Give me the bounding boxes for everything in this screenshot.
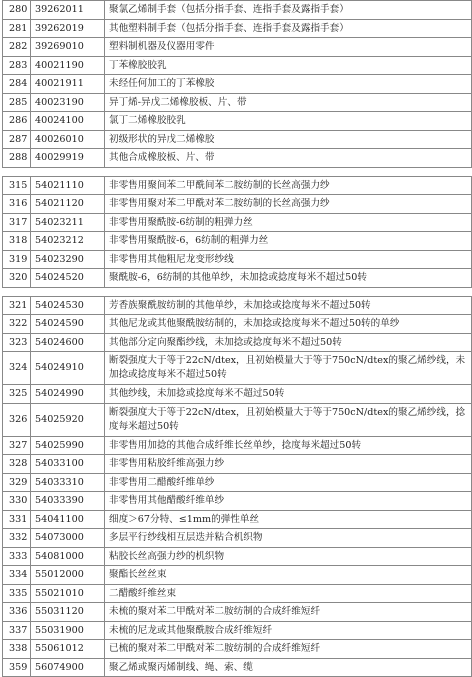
table-row: [3, 19, 472, 38]
row-number: 331: [3, 510, 31, 529]
item-description: 非零售用聚间苯二甲酰间苯二胺纺制的长丝高强力纱: [105, 176, 472, 195]
row-number: 284: [3, 75, 31, 94]
row-number: 328: [3, 455, 31, 474]
hs-code: 54021120: [31, 195, 105, 214]
row-number: 325: [3, 385, 31, 404]
table-row: [3, 333, 472, 352]
row-number: 321: [3, 296, 31, 315]
table-row: [3, 640, 472, 659]
hs-code: 39269010: [31, 38, 105, 57]
row-number: 285: [3, 93, 31, 112]
item-description: 芳香族聚酰胺纺制的其他单纱，未加捻或捻度每米不超过50转: [105, 296, 472, 315]
item-description: 非零售用加捻的其他合成纤维长丝单纱，捻度每米超过50转: [105, 436, 472, 455]
item-description: 非零售用粘胶纤维高强力纱: [105, 455, 472, 474]
row-number: 333: [3, 547, 31, 566]
table-row: [3, 130, 472, 149]
row-number: 336: [3, 603, 31, 622]
table-row: [3, 547, 472, 566]
table-row: [3, 93, 472, 112]
item-description: 氯丁二烯橡胶胶乳: [105, 112, 472, 131]
hs-code: 54033100: [31, 455, 105, 474]
row-number: 324: [3, 352, 31, 385]
hs-code: 55031900: [31, 621, 105, 640]
row-number: 281: [3, 19, 31, 38]
row-number: 326: [3, 403, 31, 436]
table-row: [3, 232, 472, 251]
table-row: [3, 385, 472, 404]
item-description: 细度＞67分特、≤1mm的弹性单丝: [105, 510, 472, 529]
item-description: 其他尼龙或其他聚酰胺纺制的，未加捻或捻度每米不超过50转的单纱: [105, 315, 472, 334]
table-row: [3, 455, 472, 474]
row-number: 323: [3, 333, 31, 352]
table-row: [3, 403, 472, 436]
table-row: [3, 529, 472, 548]
item-description: 非零售用聚酰胺-6，6纺制的粗弹力丝: [105, 232, 472, 251]
table-row: [3, 56, 472, 75]
table-row: [3, 352, 472, 385]
table-row: [3, 658, 472, 677]
item-description: 其他塑料制手套（包括分指手套、连指手套及露指手套）: [105, 19, 472, 38]
hs-code: 54024530: [31, 296, 105, 315]
table-row: [3, 149, 472, 168]
row-number: 329: [3, 473, 31, 492]
item-description: 丁苯橡胶胶乳: [105, 56, 472, 75]
row-number: 286: [3, 112, 31, 131]
hs-code: 56074900: [31, 658, 105, 677]
table-row: [3, 269, 472, 288]
item-description: 聚乙烯或聚丙烯制线、绳、索、缆: [105, 658, 472, 677]
item-description: 塑料制机器及仪器用零件: [105, 38, 472, 57]
item-description: 断裂强度大于等于22cN/dtex，且初始模量大于等于750cN/dtex的聚乙烯纱线，未加捻或捻度每米不超过50转: [105, 352, 472, 385]
hs-code: 54081000: [31, 547, 105, 566]
row-number: 280: [3, 1, 31, 20]
row-number: 282: [3, 38, 31, 57]
item-description: 已梳的聚对苯二甲酰对苯二胺纺制的合成纤维短纤: [105, 640, 472, 659]
item-description: 聚氯乙烯制手套（包括分指手套、连指手套及露指手套）: [105, 1, 472, 20]
item-description: 未经任何加工的丁苯橡胶: [105, 75, 472, 94]
hs-code: 54023212: [31, 232, 105, 251]
table-row: [3, 213, 472, 232]
table-row: [3, 176, 472, 195]
hs-code: 40023190: [31, 93, 105, 112]
section-gap: [3, 287, 472, 296]
item-description: 粘胶长丝高强力纱的机织物: [105, 547, 472, 566]
table-row: [3, 250, 472, 269]
hs-code: 54041100: [31, 510, 105, 529]
table-row: [3, 603, 472, 622]
hs-code: 55012000: [31, 566, 105, 585]
row-number: 330: [3, 492, 31, 511]
row-number: 315: [3, 176, 31, 195]
tariff-table: [2, 0, 472, 677]
row-number: 335: [3, 584, 31, 603]
row-number: 359: [3, 658, 31, 677]
hs-code: 55021010: [31, 584, 105, 603]
row-number: 317: [3, 213, 31, 232]
table-row: [3, 75, 472, 94]
row-number: 319: [3, 250, 31, 269]
section-gap: [3, 167, 472, 176]
hs-code: 54023211: [31, 213, 105, 232]
hs-code: 54024990: [31, 385, 105, 404]
table-row: [3, 112, 472, 131]
hs-code: 55031120: [31, 603, 105, 622]
row-number: 327: [3, 436, 31, 455]
item-description: 断裂强度大于等于22cN/dtex，且初始模量大于等于750cN/dtex的聚乙烯纱线，捻度每米超过50转: [105, 403, 472, 436]
hs-code: 54025990: [31, 436, 105, 455]
row-number: 337: [3, 621, 31, 640]
row-number: 322: [3, 315, 31, 334]
table-row: [3, 510, 472, 529]
row-number: 334: [3, 566, 31, 585]
hs-code: 54021110: [31, 176, 105, 195]
item-description: 初级形状的异戊二烯橡胶: [105, 130, 472, 149]
item-description: 未梳的尼龙或其他聚酰胺合成纤维短纤: [105, 621, 472, 640]
table-row: [3, 436, 472, 455]
row-number: 287: [3, 130, 31, 149]
item-description: 非零售用聚酰胺-6纺制的粗弹力丝: [105, 213, 472, 232]
item-description: 异丁烯-异戊二烯橡胶板、片、带: [105, 93, 472, 112]
item-description: 聚酰胺-6，6纺制的其他单纱，未加捻或捻度每米不超过50转: [105, 269, 472, 288]
row-number: 320: [3, 269, 31, 288]
row-number: 283: [3, 56, 31, 75]
table-row: [3, 473, 472, 492]
item-description: 聚酯长丝丝束: [105, 566, 472, 585]
hs-code: 54023290: [31, 250, 105, 269]
table-row: [3, 195, 472, 214]
row-number: 288: [3, 149, 31, 168]
hs-code: 54033310: [31, 473, 105, 492]
table-row: [3, 492, 472, 511]
item-description: 二醋酸纤维丝束: [105, 584, 472, 603]
table-row: [3, 1, 472, 20]
row-number: 316: [3, 195, 31, 214]
hs-code: 40024100: [31, 112, 105, 131]
table-row: [3, 584, 472, 603]
hs-code: 54024590: [31, 315, 105, 334]
item-description: 非零售用聚对苯二甲酰对苯二胺纺制的长丝高强力纱: [105, 195, 472, 214]
hs-code: 54033390: [31, 492, 105, 511]
hs-code: 54024600: [31, 333, 105, 352]
row-number: 332: [3, 529, 31, 548]
item-description: 其他部分定向聚酯纱线，未加捻或捻度每米不超过50转: [105, 333, 472, 352]
hs-code: 40021911: [31, 75, 105, 94]
row-number: 338: [3, 640, 31, 659]
item-description: 非零售用其他粗尼龙变形纱线: [105, 250, 472, 269]
table-row: [3, 315, 472, 334]
tariff-table-container: [2, 0, 472, 677]
item-description: 非零售用二醋酸纤维单纱: [105, 473, 472, 492]
hs-code: 39262019: [31, 19, 105, 38]
table-row: [3, 296, 472, 315]
table-row: [3, 38, 472, 57]
hs-code: 39262011: [31, 1, 105, 20]
item-description: 未梳的聚对苯二甲酰对苯二胺纺制的合成纤维短纤: [105, 603, 472, 622]
hs-code: 54024520: [31, 269, 105, 288]
hs-code: 40021190: [31, 56, 105, 75]
hs-code: 55061012: [31, 640, 105, 659]
hs-code: 54073000: [31, 529, 105, 548]
hs-code: 54024910: [31, 352, 105, 385]
hs-code: 40029919: [31, 149, 105, 168]
row-number: 318: [3, 232, 31, 251]
item-description: 多层平行纱线相互层迭并粘合机织物: [105, 529, 472, 548]
hs-code: 40026010: [31, 130, 105, 149]
table-row: [3, 621, 472, 640]
item-description: 其他合成橡胶板、片、带: [105, 149, 472, 168]
table-row: [3, 566, 472, 585]
item-description: 其他纱线，未加捻或捻度每米不超过50转: [105, 385, 472, 404]
hs-code: 54025920: [31, 403, 105, 436]
item-description: 非零售用其他醋酸纤维单纱: [105, 492, 472, 511]
